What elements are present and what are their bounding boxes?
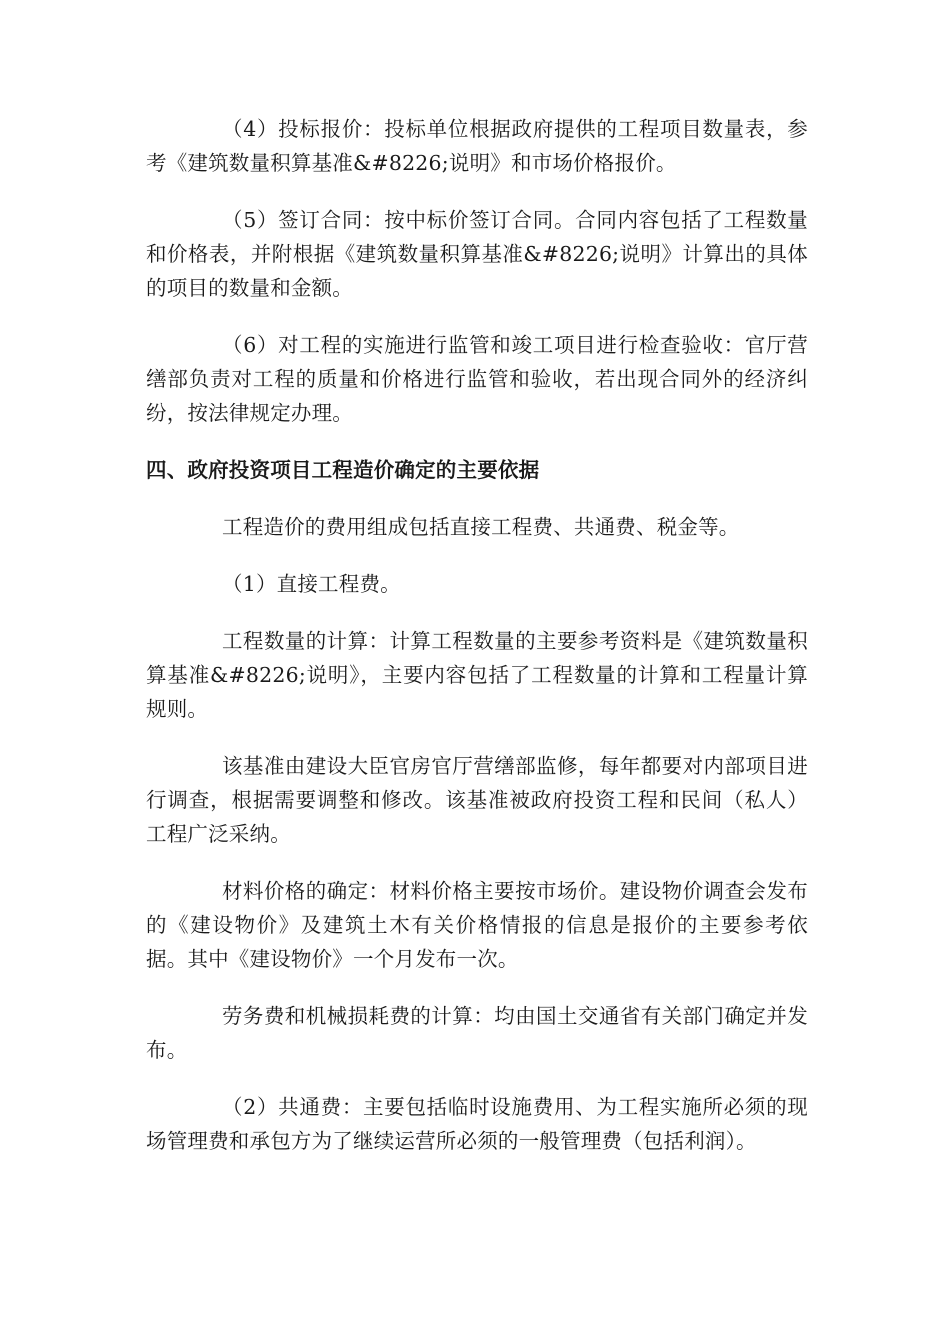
- paragraph-common-cost: （2）共通费：主要包括临时设施费用、为工程实施所必须的现场管理费和承包方为了继续运营所必须的一般管理费（包括利润）。: [146, 1095, 808, 1153]
- paragraph-standard-maintenance: 该基准由建设大臣官房官厅营缮部监修，每年都要对内部项目进行调查，根据需要调整和修改。该基准被政府投资工程和民间（私人）工程广泛采纳。: [146, 754, 808, 846]
- document-page: [146, 112, 808, 1181]
- paragraph-cost-composition: 工程造价的费用组成包括直接工程费、共通费、税金等。: [222, 515, 740, 539]
- paragraph-labor-machinery: 劳务费和机械损耗费的计算：均由国土交通省有关部门确定并发布。: [146, 1004, 808, 1062]
- paragraph-direct-cost-title: （1）直接工程费。: [222, 572, 401, 596]
- section-heading: 四、政府投资项目工程造价确定的主要依据: [146, 458, 540, 482]
- paragraph-quantity-calculation: 工程数量的计算：计算工程数量的主要参考资料是《建筑数量积算基准&#8226;说明》，主要内容包括了工程数量的计算和工程量计算规则。: [146, 629, 808, 721]
- paragraph-supervision-acceptance: （6）对工程的实施进行监管和竣工项目进行检查验收：官厅营缮部负责对工程的质量和价格进行监管和验收，若出现合同外的经济纠纷，按法律规定办理。: [146, 333, 808, 425]
- paragraph-bid-quotation: （4）投标报价：投标单位根据政府提供的工程项目数量表，参考《建筑数量积算基准&#8226;说明》和市场价格报价。: [146, 117, 808, 175]
- paragraph-material-price: 材料价格的确定：材料价格主要按市场价。建设物价调查会发布的《建设物价》及建筑土木有关价格情报的信息是报价的主要参考依据。其中《建设物价》一个月发布一次。: [146, 879, 808, 971]
- paragraph-sign-contract: （5）签订合同：按中标价签订合同。合同内容包括了工程数量和价格表，并附根据《建筑数量积算基准&#8226;说明》计算出的具体的项目的数量和金额。: [146, 208, 808, 300]
